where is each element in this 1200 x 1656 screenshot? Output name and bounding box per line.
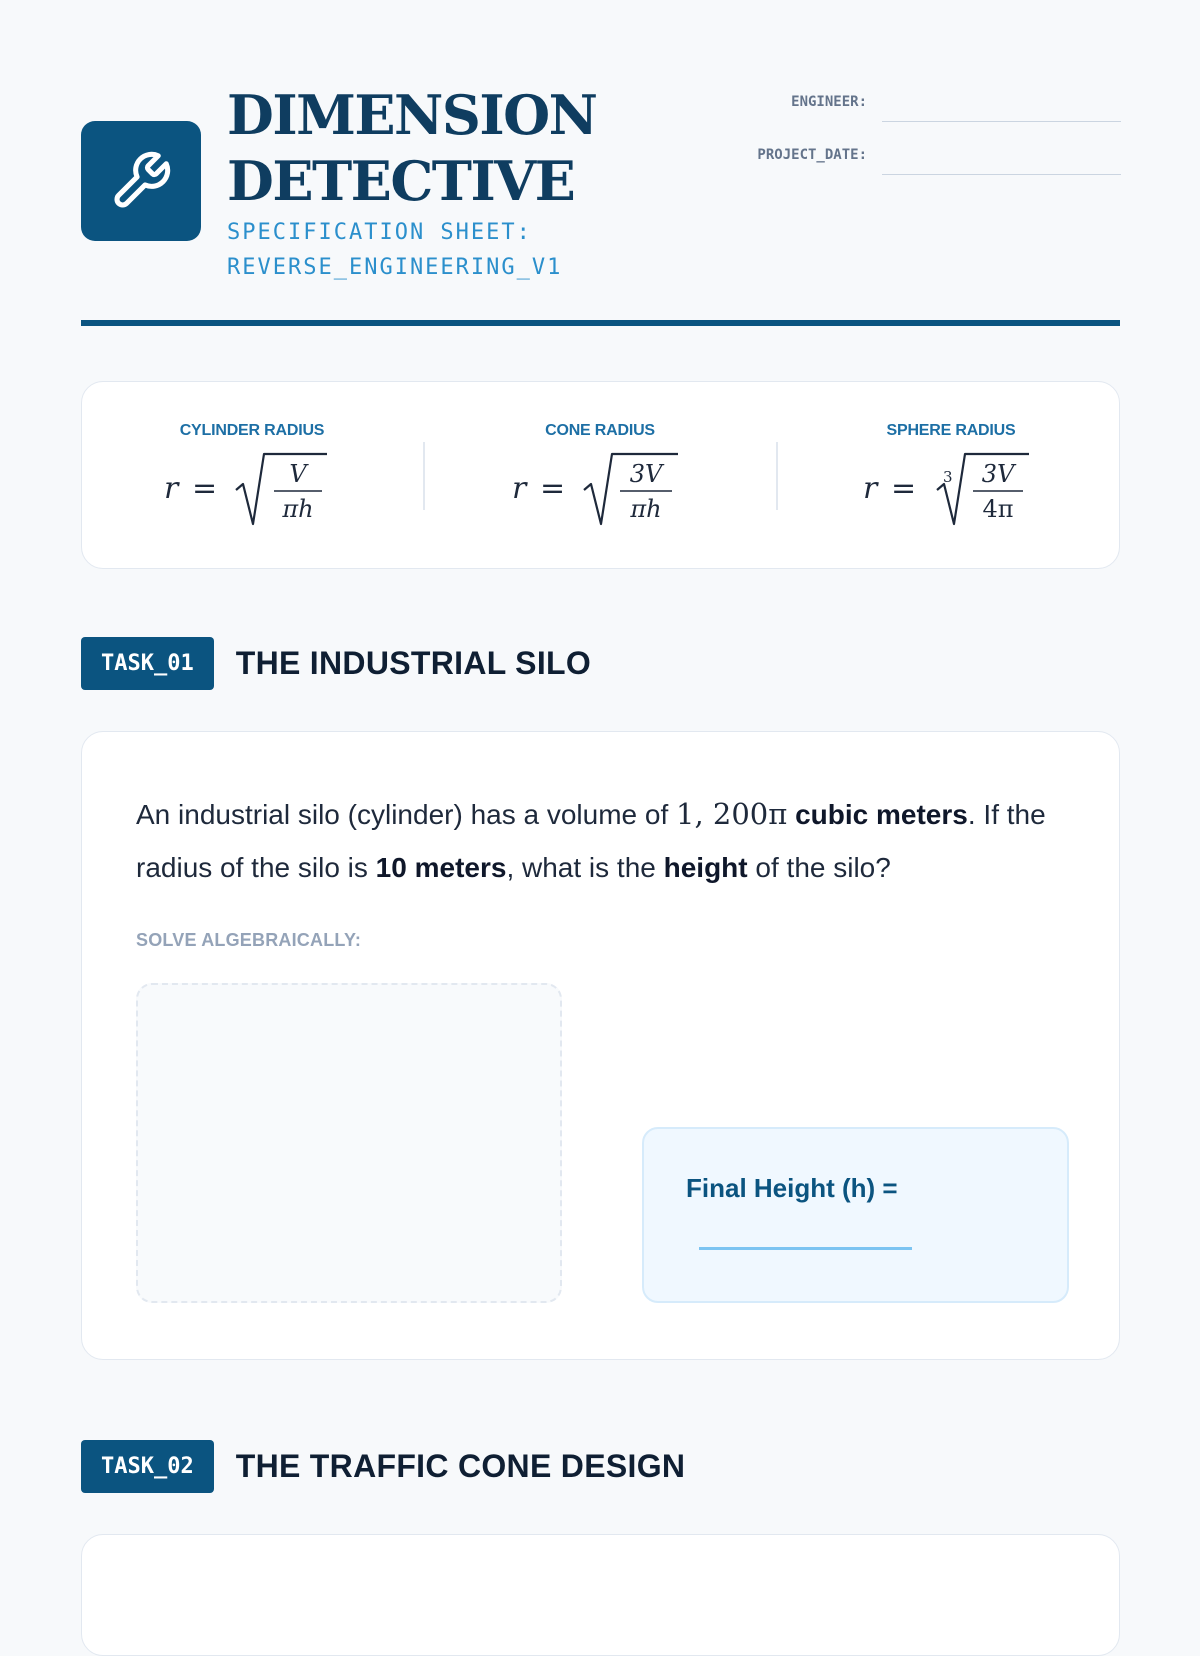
- svg-text:πh: πh: [630, 495, 662, 523]
- page-title-line1: DIMENSION: [227, 83, 597, 147]
- task2-badge: TASK_02: [81, 1440, 214, 1493]
- svg-text:πh: πh: [282, 495, 314, 523]
- formula-cylinder: [102, 422, 402, 532]
- formula-sphere: [801, 422, 1101, 532]
- formula-cone-math: [510, 448, 690, 532]
- date-label: PROJECT_DATE:: [757, 147, 867, 163]
- title-block: [227, 82, 597, 284]
- header-divider: [81, 320, 1120, 326]
- date-row: [617, 141, 1121, 175]
- svg-text:=: =: [192, 471, 218, 506]
- svg-text:4π: 4π: [982, 495, 1014, 523]
- engineer-field[interactable]: [882, 89, 1121, 122]
- formula-label: SPHERE RADIUS: [886, 422, 1016, 439]
- volume-value: 1, 200π: [676, 797, 788, 831]
- answer-label: Final Height (h) =: [686, 1173, 898, 1203]
- meta-fields: [617, 88, 1121, 194]
- formula-cylinder-math: [162, 448, 342, 532]
- svg-text:r: r: [164, 471, 179, 506]
- svg-text:V: V: [289, 460, 307, 488]
- subtitle-line1: SPECIFICATION SHEET:: [227, 220, 532, 245]
- svg-text:=: =: [891, 471, 917, 506]
- wrench-icon: [109, 149, 173, 213]
- solve-label: SOLVE ALGEBRAICALLY:: [136, 930, 362, 950]
- answer-field[interactable]: [699, 1247, 912, 1250]
- task2-title: THE TRAFFIC CONE DESIGN: [235, 1448, 686, 1484]
- svg-text:r: r: [512, 471, 527, 506]
- svg-text:3: 3: [943, 468, 953, 486]
- subtitle-line2: REVERSE_ENGINEERING_V1: [227, 255, 563, 280]
- engineer-row: [617, 88, 1121, 122]
- project-date-field[interactable]: [882, 142, 1121, 175]
- engineer-label: ENGINEER:: [791, 94, 867, 110]
- formula-cone: [450, 422, 750, 532]
- svg-text:3V: 3V: [629, 460, 663, 488]
- formula-reference-card: [81, 381, 1120, 569]
- formula-label: CYLINDER RADIUS: [179, 422, 325, 439]
- svg-text:r: r: [863, 471, 878, 506]
- svg-text:3V: 3V: [981, 460, 1015, 488]
- logo-badge: [81, 121, 201, 241]
- task1-problem-text: An industrial silo (cylinder) has a volume of 1, 200π cubic meters. If the radius of the silo is 10 meters, what is the height of the silo?: [136, 797, 1046, 883]
- task1-header: [81, 637, 591, 690]
- task1-badge: TASK_01: [81, 637, 214, 690]
- task2-header: [81, 1440, 685, 1493]
- page-title-line2: DETECTIVE: [227, 149, 575, 213]
- formula-divider: [423, 442, 425, 510]
- work-area[interactable]: [136, 983, 562, 1303]
- task1-card: [81, 731, 1120, 1360]
- svg-text:=: =: [540, 471, 566, 506]
- worksheet-page: [81, 0, 1120, 1600]
- task2-card: [81, 1534, 1120, 1656]
- formula-divider: [776, 442, 778, 510]
- formula-sphere-math: [861, 448, 1041, 532]
- answer-box: [642, 1127, 1069, 1303]
- formula-label: CONE RADIUS: [545, 422, 655, 439]
- task1-title: THE INDUSTRIAL SILO: [235, 645, 592, 681]
